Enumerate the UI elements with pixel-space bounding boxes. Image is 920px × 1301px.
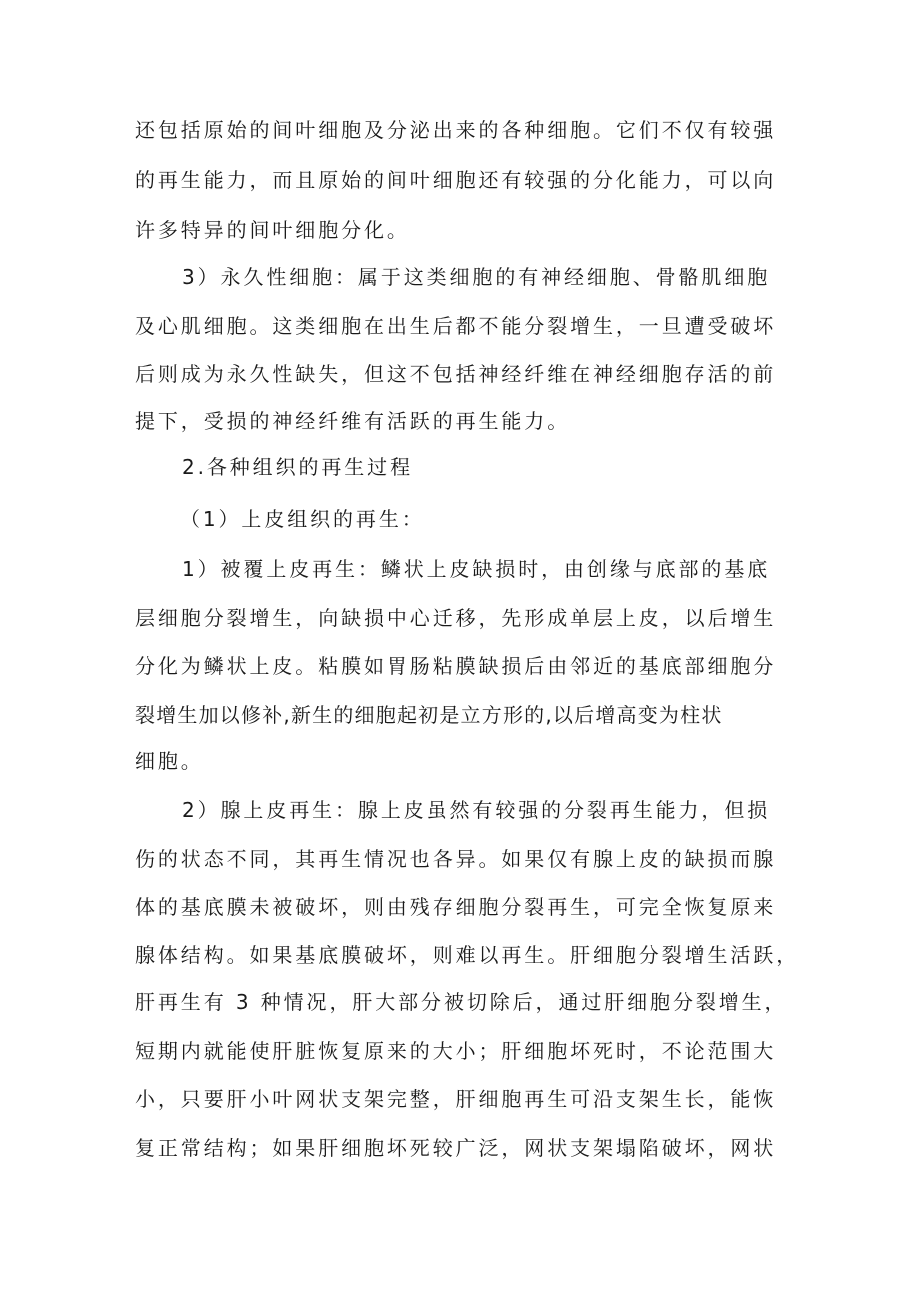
text-line: 还包括原始的间叶细胞及分泌出来的各种细胞。它们不仅有较强 <box>135 118 777 142</box>
text-line: 及心肌细胞。这类细胞在出生后都不能分裂增生，一旦遭受破坏 <box>135 314 777 338</box>
text-line: 3）永久性细胞：属于这类细胞的有神经细胞、骨骼肌细胞 <box>182 265 771 289</box>
text-line: 短期内就能使肝脏恢复原来的大小；肝细胞坏死时，不论范围大 <box>135 1039 777 1063</box>
text-line: 层细胞分裂增生，向缺损中心迁移，先形成单层上皮，以后增生 <box>135 606 777 630</box>
text-line: 细胞。 <box>135 749 204 773</box>
text-line: 体的基底膜未被破坏，则由残存细胞分裂再生，可完全恢复原来 <box>135 895 777 919</box>
text-line: 裂增生加以修补,新生的细胞起初是立方形的,以后增高变为柱状 <box>135 703 723 727</box>
text-line: 提下，受损的神经纤维有活跃的再生能力。 <box>135 409 571 433</box>
text-line: 复正常结构；如果肝细胞坏死较广泛，网状支架塌陷破坏，网状 <box>135 1136 777 1160</box>
text-line: 许多特异的间叶细胞分化。 <box>135 218 410 242</box>
text-line: 肝再生有 3 种情况，肝大部分被切除后，通过肝细胞分裂增生， <box>135 990 788 1014</box>
text-line: 腺体结构。如果基底膜破坏，则难以再生。肝细胞分裂增生活跃， <box>135 943 800 967</box>
subsection-heading: （1）上皮组织的再生： <box>180 507 425 531</box>
section-heading: 2.各种组织的再生过程 <box>182 455 413 479</box>
text-line: 后则成为永久性缺失，但这不包括神经纤维在神经细胞存活的前 <box>135 362 777 386</box>
text-line: 小，只要肝小叶网状支架完整，肝细胞再生可沿支架生长，能恢 <box>135 1087 777 1111</box>
text-line: 的再生能力，而且原始的间叶细胞还有较强的分化能力，可以向 <box>135 168 777 192</box>
text-line: 分化为鳞状上皮。粘膜如胃肠粘膜缺损后由邻近的基底部细胞分 <box>135 654 777 678</box>
text-line: 2）腺上皮再生：腺上皮虽然有较强的分裂再生能力，但损 <box>182 798 771 822</box>
text-line: 伤的状态不同，其再生情况也各异。如果仅有腺上皮的缺损而腺 <box>135 847 777 871</box>
text-line: 1）被覆上皮再生：鳞状上皮缺损时，由创缘与底部的基底 <box>182 557 771 581</box>
